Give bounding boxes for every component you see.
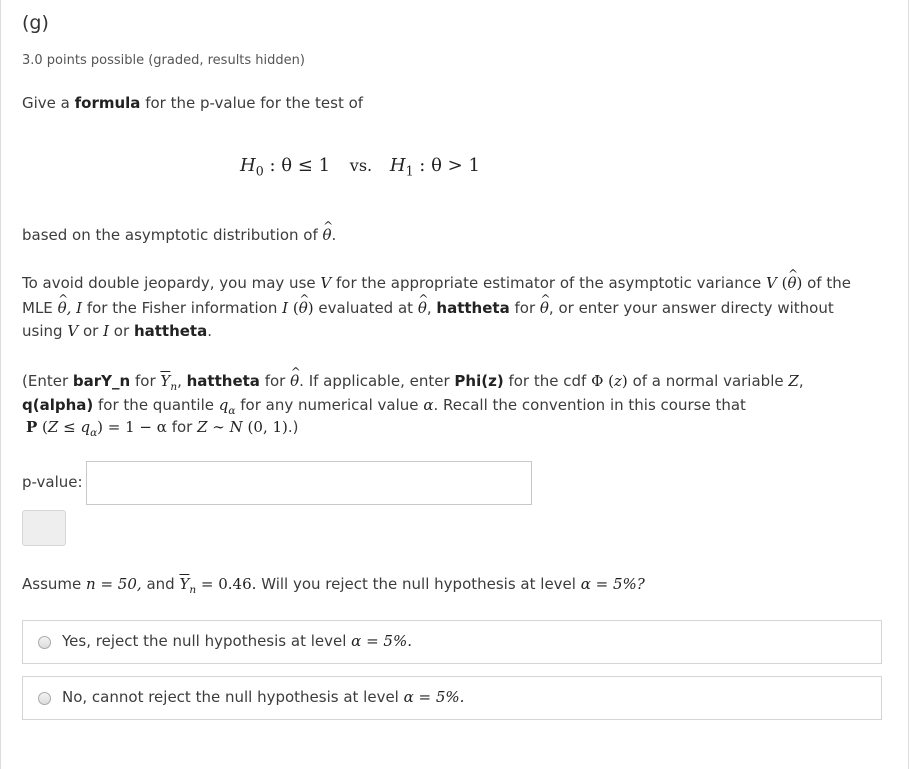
- option-no-label: No, cannot reject the null hypothesis at level α = 5%.: [62, 688, 465, 706]
- prompt-intro: Give a formula for the p-value for the test of: [22, 94, 364, 112]
- problem-label: (g): [22, 12, 49, 34]
- enter-line-3: P $(Z \le q_\alpha) = 1 - \alpha$ for Z ∼ N (0, 1).): [26, 418, 299, 439]
- p-value-input[interactable]: [86, 461, 532, 505]
- option-yes-label: Yes, reject the null hypothesis at level α = 5%.: [62, 632, 412, 650]
- avoid-line-1: To avoid double jeopardy, you may use V for the appropriate estimator of the asymptotic variance V (^ θ) of the: [22, 274, 851, 292]
- submit-button[interactable]: [22, 510, 66, 546]
- question2-text: Assume n = 50, and $\overline{Y}_n = 0.46$. Will you reject the null hypothesis at level α = 5%?: [22, 575, 645, 596]
- enter-line-1: (Enter barY_n for $\overline{Y}_n$, hattheta for ^ θ. If applicable, enter Phi(z) for the cdf Φ (z) of a normal variable Z,: [22, 372, 804, 393]
- avoid-line-2: MLE ^ θ, I for the Fisher information I (^ θ) evaluated at ^ θ, hattheta for ^ θ, or enter your answer directy without: [22, 299, 834, 317]
- answer-label: p-value:: [22, 473, 83, 491]
- option-yes[interactable]: [22, 620, 882, 664]
- radio-yes[interactable]: [38, 636, 51, 649]
- radio-no[interactable]: [38, 692, 51, 705]
- hypothesis-line: $H_0$ : θ ≤ 1 vs. $H_1$ : θ > 1: [240, 155, 480, 179]
- based-on-text: based on the asymptotic distribution of ^ θ.: [22, 226, 336, 244]
- enter-line-2: q(alpha) for the quantile $q_\alpha$ for any numerical value α. Recall the convention in this course that: [22, 396, 746, 417]
- points-info: 3.0 points possible (graded, results hidden): [22, 53, 305, 68]
- avoid-line-3: using V or I or hattheta.: [22, 322, 213, 340]
- option-no[interactable]: [22, 676, 882, 720]
